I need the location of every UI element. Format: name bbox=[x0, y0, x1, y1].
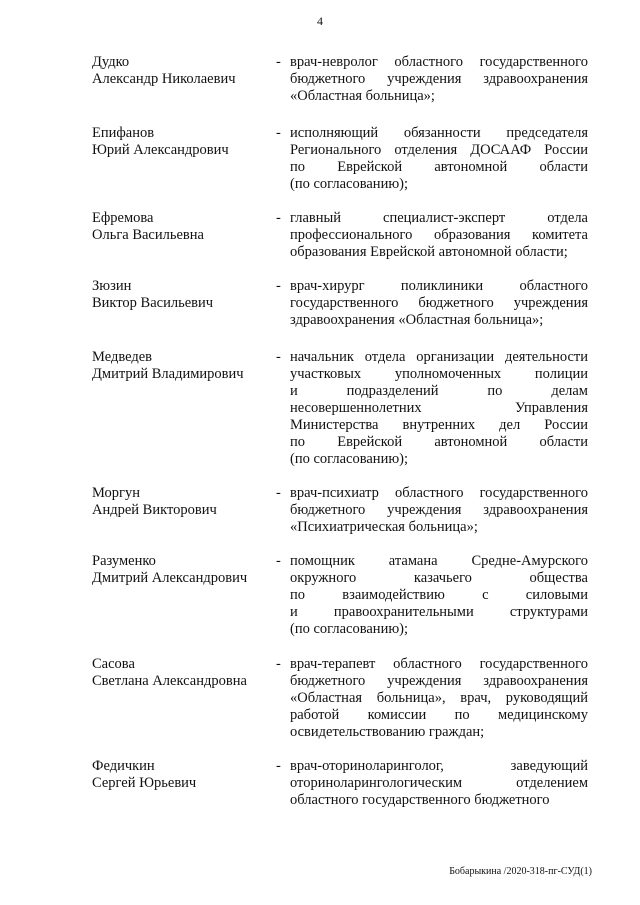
member-dash: - bbox=[276, 758, 281, 774]
member-position bbox=[290, 485, 588, 536]
member-dash: - bbox=[276, 278, 281, 294]
member-position-line: профессионального образования комитета bbox=[290, 227, 588, 243]
page-number: 4 bbox=[317, 14, 323, 28]
member-name bbox=[92, 278, 272, 312]
member-position-line: образования Еврейской автономной области; bbox=[290, 244, 568, 260]
member-position-line: окружного казачьего общества bbox=[290, 570, 588, 586]
member-position-line: государственного бюджетного учреждения bbox=[290, 295, 588, 311]
member-given-names: Андрей Викторович bbox=[92, 502, 217, 518]
member-position-line: врач-психиатр областного государственного bbox=[290, 485, 588, 501]
member-dash: - bbox=[276, 656, 281, 672]
member-dash: - bbox=[276, 485, 281, 501]
member-name bbox=[92, 553, 272, 587]
member-surname: Сасова bbox=[92, 656, 135, 672]
member-surname: Федичкин bbox=[92, 758, 155, 774]
member-position-line: и подразделений по делам bbox=[290, 383, 588, 399]
member-surname: Ефремова bbox=[92, 210, 154, 226]
member-position-line: бюджетного учреждения здравоохранения bbox=[290, 71, 588, 87]
member-position-line: работой комиссии по медицинскому bbox=[290, 707, 588, 723]
member-position bbox=[290, 656, 588, 741]
member-position-line: оториноларингологическим отделением bbox=[290, 775, 588, 791]
member-given-names: Светлана Александровна bbox=[92, 673, 247, 689]
member-position-line: бюджетного учреждения здравоохранения bbox=[290, 673, 588, 689]
member-position-line: «Областная больница»; bbox=[290, 88, 435, 104]
member-surname: Медведев bbox=[92, 349, 152, 365]
member-position-line: освидетельствованию граждан; bbox=[290, 724, 485, 740]
member-position-line: несовершеннолетних Управления bbox=[290, 400, 588, 416]
member-dash: - bbox=[276, 553, 281, 569]
member-position bbox=[290, 553, 588, 638]
member-surname: Зюзин bbox=[92, 278, 132, 294]
member-position-line: здравоохранения «Областная больница»; bbox=[290, 312, 544, 328]
member-name bbox=[92, 758, 272, 792]
member-position-line: врач-терапевт областного государственного bbox=[290, 656, 588, 672]
member-position bbox=[290, 210, 588, 261]
member-position-line: начальник отдела организации деятельности bbox=[290, 349, 588, 365]
member-position-line: Регионального отделения ДОСААФ России bbox=[290, 142, 588, 158]
member-surname: Епифанов bbox=[92, 125, 155, 141]
member-position-line: врач-невролог областного государственного bbox=[290, 54, 588, 70]
member-name bbox=[92, 485, 272, 519]
member-position bbox=[290, 349, 588, 468]
member-surname: Моргун bbox=[92, 485, 140, 501]
member-dash: - bbox=[276, 210, 281, 226]
member-position-line: Министерства внутренних дел России bbox=[290, 417, 588, 433]
member-position-line: бюджетного учреждения здравоохранения bbox=[290, 502, 588, 518]
member-position-line: по Еврейской автономной области bbox=[290, 159, 588, 175]
member-name bbox=[92, 656, 272, 690]
member-given-names: Сергей Юрьевич bbox=[92, 775, 197, 791]
member-position-line: по Еврейской автономной области bbox=[290, 434, 588, 450]
member-surname: Дудко bbox=[92, 54, 130, 70]
member-given-names: Виктор Васильевич bbox=[92, 295, 214, 311]
member-position-line: областного государственного бюджетного bbox=[290, 792, 550, 808]
member-given-names: Александр Николаевич bbox=[92, 71, 236, 87]
member-position bbox=[290, 54, 588, 105]
member-position-line: участковых уполномоченных полиции bbox=[290, 366, 588, 382]
member-dash: - bbox=[276, 54, 281, 70]
member-dash: - bbox=[276, 349, 281, 365]
member-position-line: (по согласованию); bbox=[290, 621, 409, 637]
member-given-names: Дмитрий Владимирович bbox=[92, 366, 244, 382]
member-dash: - bbox=[276, 125, 281, 141]
member-name bbox=[92, 54, 272, 88]
member-position-line: по взаимодействию с силовыми bbox=[290, 587, 588, 603]
member-position bbox=[290, 758, 588, 809]
member-position-line: (по согласованию); bbox=[290, 176, 409, 192]
member-name bbox=[92, 349, 272, 383]
member-position-line: помощник атамана Средне-Амурского bbox=[290, 553, 588, 569]
member-position-line: исполняющий обязанности председателя bbox=[290, 125, 588, 141]
member-position-line: (по согласованию); bbox=[290, 451, 409, 467]
footer-document-code: Бобарыкина /2020-318-пг-СУД(1) bbox=[449, 866, 592, 877]
member-position-line: главный специалист-эксперт отдела bbox=[290, 210, 588, 226]
member-name bbox=[92, 125, 272, 159]
member-position bbox=[290, 278, 588, 329]
member-position-line: «Психиатрическая больница»; bbox=[290, 519, 478, 535]
member-position-line: «Областная больница», врач, руководящий bbox=[290, 690, 588, 706]
member-position bbox=[290, 125, 588, 193]
member-position-line: врач-оториноларинголог, заведующий bbox=[290, 758, 588, 774]
member-surname: Разуменко bbox=[92, 553, 156, 569]
member-name bbox=[92, 210, 272, 244]
member-given-names: Ольга Васильевна bbox=[92, 227, 204, 243]
member-position-line: врач-хирург поликлиники областного bbox=[290, 278, 588, 294]
member-given-names: Дмитрий Александрович bbox=[92, 570, 248, 586]
member-position-line: и правоохранительными структурами bbox=[290, 604, 588, 620]
member-given-names: Юрий Александрович bbox=[92, 142, 229, 158]
